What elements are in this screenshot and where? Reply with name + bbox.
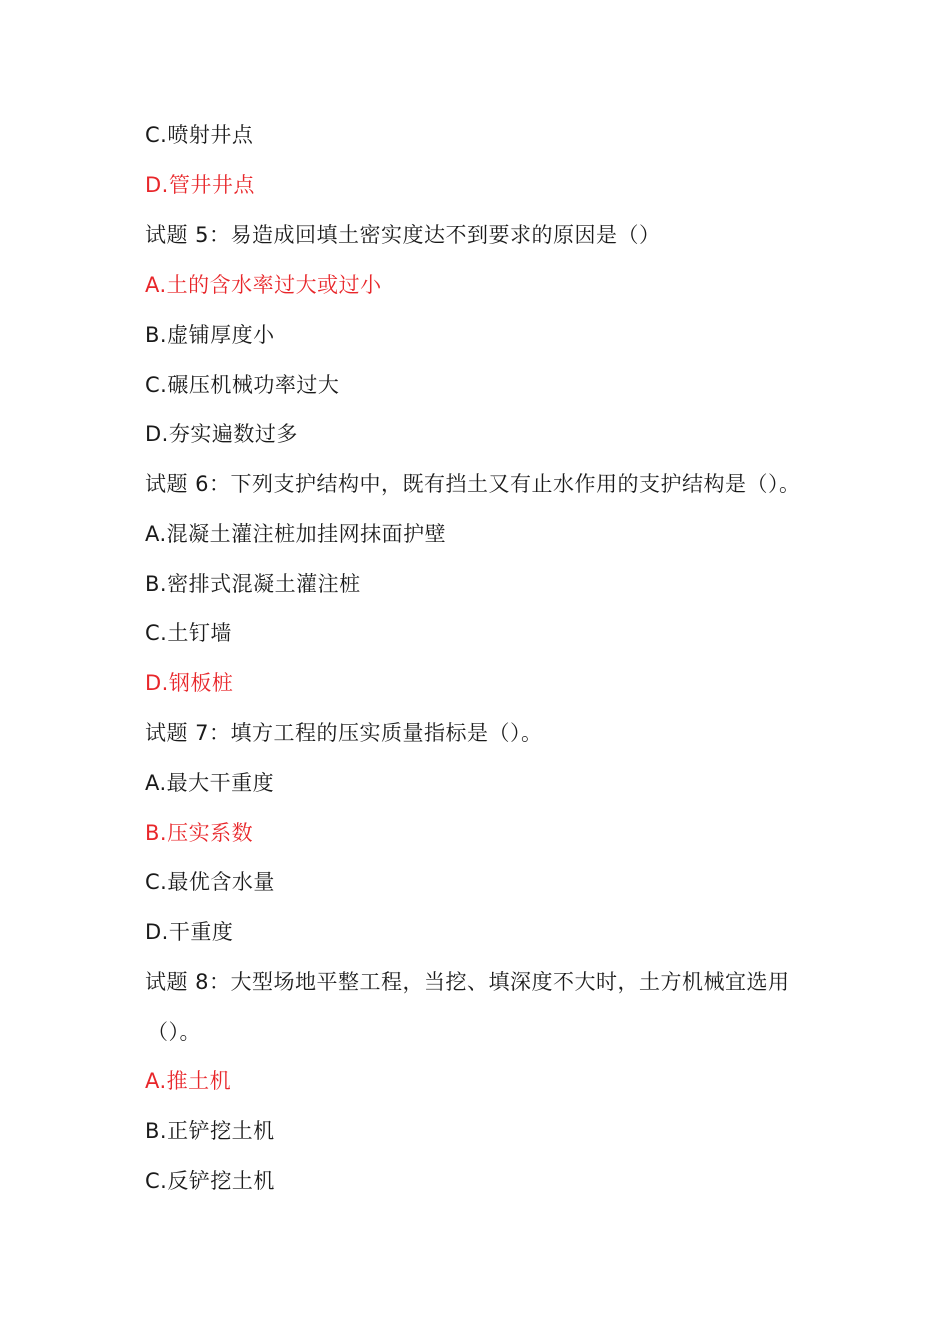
option-d-q4-answer: D.管井井点 xyxy=(145,173,255,197)
option-c-q7: C.最优含水量 xyxy=(145,870,275,894)
question-8: 试题 8：大型场地平整工程，当挖、填深度不大时，土方机械宜选用 xyxy=(145,970,790,994)
option-a-q5-answer: A.土的含水率过大或过小 xyxy=(145,273,382,297)
option-b-q5: B.虚铺厚度小 xyxy=(145,323,275,347)
option-c-q6: C.土钉墙 xyxy=(145,621,232,645)
option-a-q8-answer: A.推土机 xyxy=(145,1069,232,1093)
option-c-q4: C.喷射井点 xyxy=(145,123,254,147)
option-b-q7-answer: B.压实系数 xyxy=(145,821,254,845)
option-a-q6: A.混凝土灌注桩加挂网抹面护壁 xyxy=(145,522,447,546)
option-c-q8: C.反铲挖土机 xyxy=(145,1169,275,1193)
option-d-q7: D.干重度 xyxy=(145,920,234,944)
option-a-q7: A.最大干重度 xyxy=(145,771,275,795)
question-8-continued: （）。 xyxy=(147,1020,201,1044)
option-d-q5: D.夯实遍数过多 xyxy=(145,422,298,446)
option-b-q6: B.密排式混凝土灌注桩 xyxy=(145,572,361,596)
question-6: 试题 6：下列支护结构中，既有挡土又有止水作用的支护结构是（）。 xyxy=(145,472,801,496)
option-c-q5: C.碾压机械功率过大 xyxy=(145,373,340,397)
question-5: 试题 5：易造成回填土密实度达不到要求的原因是（） xyxy=(145,223,661,247)
option-d-q6-answer: D.钢板桩 xyxy=(145,671,234,695)
question-7: 试题 7：填方工程的压实质量指标是（）。 xyxy=(145,721,543,745)
option-b-q8: B.正铲挖土机 xyxy=(145,1119,275,1143)
